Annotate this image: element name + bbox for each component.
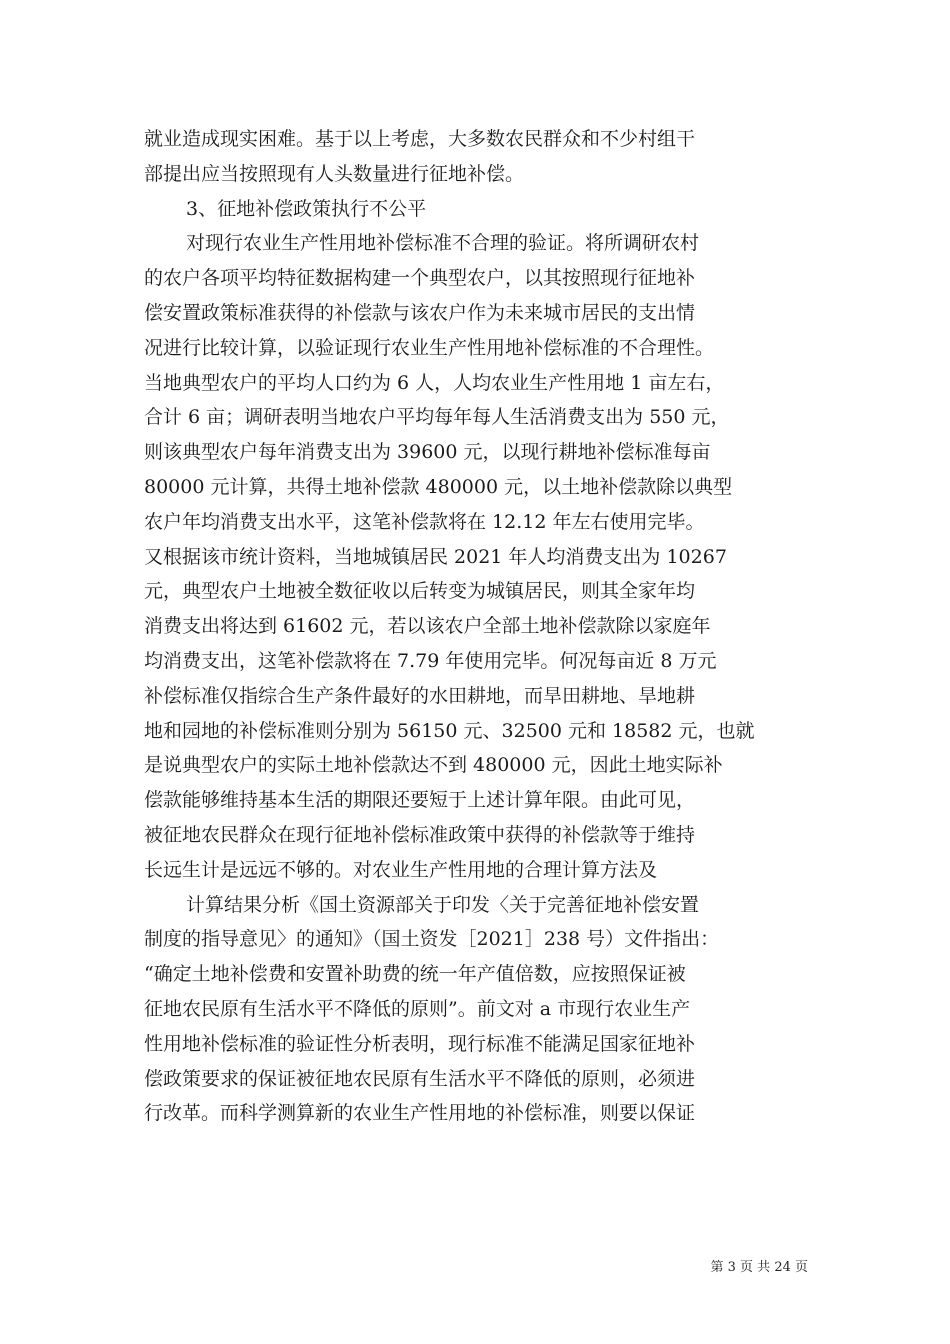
text-line: 农户年均消费支出水平，这笔补偿款将在 12.12 年左右使用完毕。 xyxy=(144,510,705,533)
text-line: 是说典型农户的实际土地补偿款达不到 480000 元，因此土地实际补 xyxy=(144,754,723,777)
text-line: 况进行比较计算，以验证现行农业生产性用地补偿标准的不合理性。 xyxy=(144,336,715,359)
text-line: 地和园地的补偿标准则分别为 56150 元、32500 元和 18582 元，也就 xyxy=(144,719,755,742)
text-line: 偿款能够维持基本生活的期限还要短于上述计算年限。由此可见， xyxy=(144,789,696,812)
text-line: 补偿标准仅指综合生产条件最好的水田耕地，而旱田耕地、旱地耕 xyxy=(144,684,696,707)
text-line: 合计 6 亩；调研表明当地农户平均每年每人生活消费支出为 550 元， xyxy=(144,406,730,429)
section-heading: 3、征地补偿政策执行不公平 xyxy=(186,197,427,220)
text-line: 被征地农民群众在现行征地补偿标准政策中获得的补偿款等于维持 xyxy=(144,823,696,846)
page-number: 第 3 页 共 24 页 xyxy=(710,1260,808,1275)
text-line: “确定土地补偿费和安置补助费的统一年产值倍数，应按照保证被 xyxy=(144,963,686,986)
text-line: 偿安置政策标准获得的补偿款与该农户作为未来城市居民的支出情 xyxy=(144,301,696,324)
text-line: 行改革。而科学测算新的农业生产性用地的补偿标准，则要以保证 xyxy=(144,1102,696,1125)
text-line: 消费支出将达到 61602 元，若以该农户全部土地补偿款除以家庭年 xyxy=(144,615,711,638)
text-line: 对现行农业生产性用地补偿标准不合理的验证。将所调研农村 xyxy=(186,232,700,255)
text-line: 当地典型农户的平均人口约为 6 人，人均农业生产性用地 1 亩左右， xyxy=(144,371,725,394)
text-line: 部提出应当按照现有人头数量进行征地补偿。 xyxy=(144,162,525,185)
text-line: 80000 元计算，共得土地补偿款 480000 元，以土地补偿款除以典型 xyxy=(144,475,733,498)
text-line: 的农户各项平均特征数据构建一个典型农户，以其按照现行征地补 xyxy=(144,267,696,290)
text-line: 征地农民原有生活水平不降低的原则”。前文对 a 市现行农业生产 xyxy=(144,997,691,1020)
text-line: 均消费支出，这笔补偿款将在 7.79 年使用完毕。何况每亩近 8 万元 xyxy=(144,649,717,672)
text-line: 则该典型农户每年消费支出为 39600 元，以现行耕地补偿标准每亩 xyxy=(144,441,711,464)
text-line: 长远生计是远远不够的。对农业生产性用地的合理计算方法及 xyxy=(144,858,658,881)
document-body xyxy=(144,122,809,1131)
text-line: 性用地补偿标准的验证性分析表明，现行标准不能满足国家征地补 xyxy=(144,1032,696,1055)
text-line: 制度的指导意见〉的通知》（国土资发［2021］238 号）文件指出： xyxy=(144,928,720,951)
text-line: 计算结果分析《国土资源部关于印发〈关于完善征地补偿安置 xyxy=(186,893,700,916)
text-line: 又根据该市统计资料，当地城镇居民 2021 年人均消费支出为 10267 xyxy=(144,545,727,568)
text-line: 偿政策要求的保证被征地农民原有生活水平不降低的原则，必须进 xyxy=(144,1067,696,1090)
text-line: 就业造成现实困难。基于以上考虑，大多数农民群众和不少村组干 xyxy=(144,128,696,150)
text-line: 元，典型农户土地被全数征收以后转变为城镇居民，则其全家年均 xyxy=(144,580,696,603)
